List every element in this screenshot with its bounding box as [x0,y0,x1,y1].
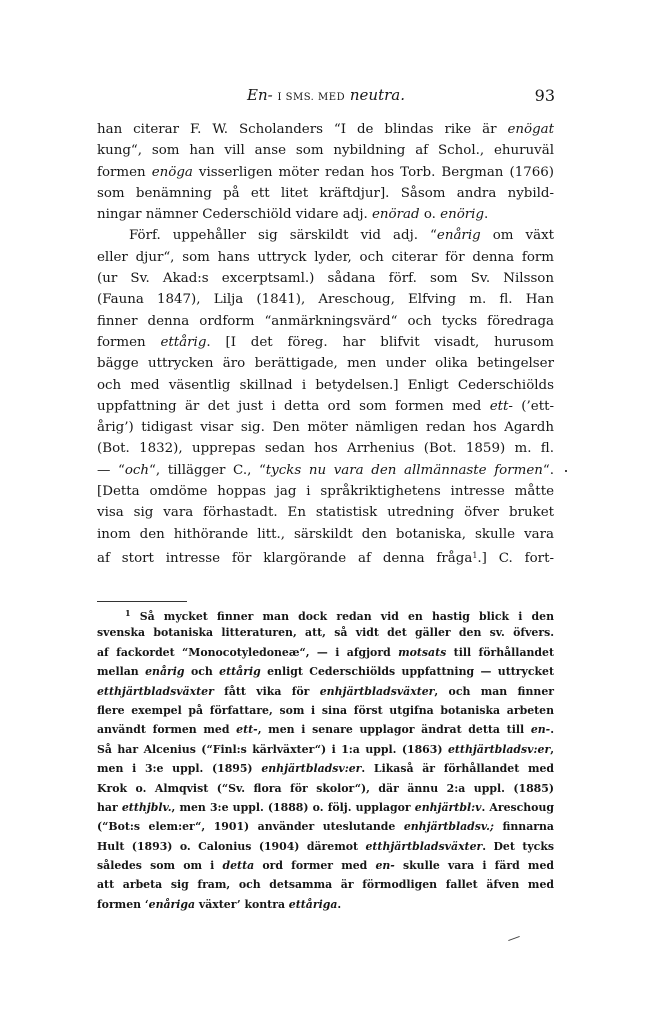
text-segment: och [184,665,220,679]
text-segment: af stort intresse för klargörande af denna fråga [97,550,473,566]
footnote-line [97,682,554,701]
text-segment: enögat [507,122,554,137]
footnote-line [97,837,554,856]
text-segment: att arbeta sig fram, och detsamma är förmodligen fallet äfven med [97,878,554,892]
text-segment: af fackordet “Monocotyledoneæ“, — i afgjord [97,645,399,659]
text-segment: ningar nämner Cederschiöld vidare adj. [97,207,372,223]
text-segment: en- [375,859,395,873]
footnote-divider [97,601,187,602]
text-line [97,460,554,481]
text-segment: fått vika för [213,684,320,698]
text-line [97,311,554,332]
text-segment: enörig [440,207,485,223]
footnote-line [97,817,554,836]
text-segment: , men 3:e uppl. (1888) o. följ. upplagor [171,800,415,814]
text-segment: således som om i [97,859,223,873]
text-line [97,225,554,246]
footnote-line [97,740,554,759]
text-segment: men i 3:e uppl. (1895) [97,762,262,776]
text-segment: inom den hithörande litt., särskildt den botaniska, skulle vara [97,526,554,542]
text-segment: enhjärtbladsväxter [319,684,435,698]
text-segment: finner denna ordform “anmärkningsvärd“ och tycks föredraga [97,313,554,329]
text-segment: ettårig [219,665,261,679]
text-line [97,481,554,502]
footnote-line [97,759,554,778]
text-line [97,204,554,225]
text-segment: [Detta omdöme hoppas jag i språkriktighetens intresse måtte [97,484,554,500]
text-segment: enörad [371,207,420,223]
header-title-part: neutra. [349,86,405,104]
scan-speck [565,470,567,472]
text-segment: etthjblv. [121,800,172,814]
text-segment: “, tillägger C., “ [149,462,266,478]
text-segment: enårig [145,665,185,679]
page-number: 93 [534,86,555,105]
text-segment: (’ett- [512,398,554,414]
text-segment: (ur Sv. Akad:s excerptsaml.) sådana förf. som Sv. Nilsson [97,271,554,287]
scan-mark [508,936,520,941]
text-segment: . [I det föreg. har blifvit visadt, hurusom [206,334,554,350]
text-segment: . [484,207,489,223]
text-segment: till förhållandet [446,645,554,659]
footnote-line [97,701,554,720]
text-segment: , men i senare upplagor ändrat detta till [257,723,531,737]
text-segment: Krok o. Almqvist (“Sv. flora för skolor“), där ännu 2:a uppl. (1885) [97,781,554,795]
text-segment: etthjärtbladsväxter [365,839,483,853]
text-line [97,353,554,374]
text-segment: , och man finner [434,684,554,698]
footnote-line [97,875,554,894]
text-line [97,396,554,417]
text-segment: svenska botaniska litteraturen, att, så vidt det gäller den sv. öfvers. [97,626,554,640]
text-segment: eller djur“, som hans uttryck lyder, och citerar för denna form [97,249,554,265]
text-segment: “. [542,462,554,478]
text-segment: visa sig vara förhastadt. En statistisk utredning öfver bruket [97,505,554,521]
footnote-line [97,623,554,642]
text-segment: uppfattning är det just i detta ord som formen med [97,398,490,414]
footnote [97,604,554,914]
text-line [97,119,554,140]
text-segment: årig’) tidigast visar sig. Den möter nämligen redan hos Agardh [97,420,554,436]
text-segment: enhjärtbladsv:er [261,762,362,776]
footnote-line [97,643,554,662]
text-segment: — “ [97,462,125,478]
text-segment: enöga [151,164,193,180]
text-line [97,247,554,268]
text-segment: och med väsentlig skillnad i betydelsen.] Enligt Cederschiölds [97,377,554,393]
footnote-line [97,856,554,875]
text-segment: etthjärtbladsv:er [447,742,551,756]
text-segment: ettårig [160,334,207,350]
text-line [97,524,554,545]
text-segment: (Bot. 1832), upprepas sedan hos Arrhenius (Bot. 1859) m. fl. [97,441,554,457]
text-line [97,545,554,566]
text-segment: Förf. uppehåller sig särskildt vid adj. “ [129,228,437,244]
text-segment: ett- [489,398,513,414]
running-header [97,86,555,108]
text-line [97,289,554,310]
text-segment: Hult (1893) o. Calonius (1904) däremot [97,839,366,853]
text-segment: bägge uttrycken äro berättigade, men under olika betingelser [97,356,554,372]
text-segment: detta [222,859,255,873]
text-segment: enårig [436,228,481,244]
text-segment: Så mycket finner man dock redan vid en hastig blick i den [130,610,554,623]
text-segment: . [337,897,342,911]
text-segment: (“Bot:s elem:er“, 1901) använder uteslutande [97,820,404,834]
text-segment: han citerar F. W. Scholanders “I de blindas rike är [97,122,508,137]
footnote-ref: 1 [472,550,478,560]
text-segment: . Det tycks [482,839,554,853]
text-line [97,183,554,204]
footnote-line [97,798,554,817]
text-segment: användt formen med [97,723,237,737]
text-segment: flere exempel på författare, som i sina först utgifna botaniska arbeten [97,703,554,717]
text-segment: ord former med [254,859,376,873]
text-segment: enhjärtbladsv.; [403,820,494,834]
footnote-line [97,779,554,798]
text-segment: formen [97,334,161,350]
text-segment: om växt [480,228,554,244]
text-line [97,417,554,438]
text-segment: o. [419,207,441,223]
text-line [97,268,554,289]
text-segment: ettåriga [288,897,338,911]
text-segment: mellan [97,665,146,679]
text-segment: växter’ kontra [195,897,289,911]
text-segment: (Fauna 1847), Lilja (1841), Areschoug, Elfving m. fl. Han [97,292,554,308]
text-segment: formen ‘ [97,897,149,911]
footnote-line [97,720,554,739]
header-title [97,86,555,104]
text-segment: tycks nu vara den allmännaste formen [265,462,543,478]
text-line [97,332,554,353]
text-segment: som benämning på ett litet kräftdjur]. Såsom andra nybild- [97,185,554,201]
text-segment: . Likaså är förhållandet med [361,762,555,776]
text-segment: . Areschoug [481,800,554,814]
text-segment: kung“, som han vill anse som nybildning af Schol., ehuruväl [97,143,554,159]
text-segment: har [97,800,122,814]
text-segment: och [124,462,150,478]
text-segment: ett- [236,723,258,737]
text-segment: formen [97,164,152,180]
text-segment: en- [530,723,551,737]
text-segment: enåriga [148,897,196,911]
text-segment: etthjärtbladsväxter [97,684,214,698]
text-segment: enligt Cederschiölds uppfattning — uttrycket [260,665,554,679]
text-segment: enhjärtbl:v [414,800,482,814]
footnote-line [97,662,554,681]
text-line [97,438,554,459]
text-line [97,162,554,183]
text-line [97,502,554,523]
text-segment: skulle vara i färd med [394,859,554,873]
text-segment: Så har Alcenius (“Finl:s kärlväxter“) i 1:a uppl. (1863) [97,742,448,756]
header-title-part: I SMS. MED [277,92,346,103]
body-text [97,119,554,566]
text-line [97,375,554,396]
text-segment: visserligen möter redan hos Torb. Bergman (1766) [192,164,554,180]
footnote-ref: 1 [125,608,131,618]
text-segment: .] C. fort- [477,550,554,566]
text-segment: , [550,742,554,756]
text-segment: finnarna [493,820,554,834]
header-title-part: En- [247,86,273,104]
text-line [97,140,554,161]
text-segment: motsats [398,645,447,659]
footnote-line [97,895,554,914]
text-segment: . [550,723,554,737]
footnote-line [97,604,554,623]
